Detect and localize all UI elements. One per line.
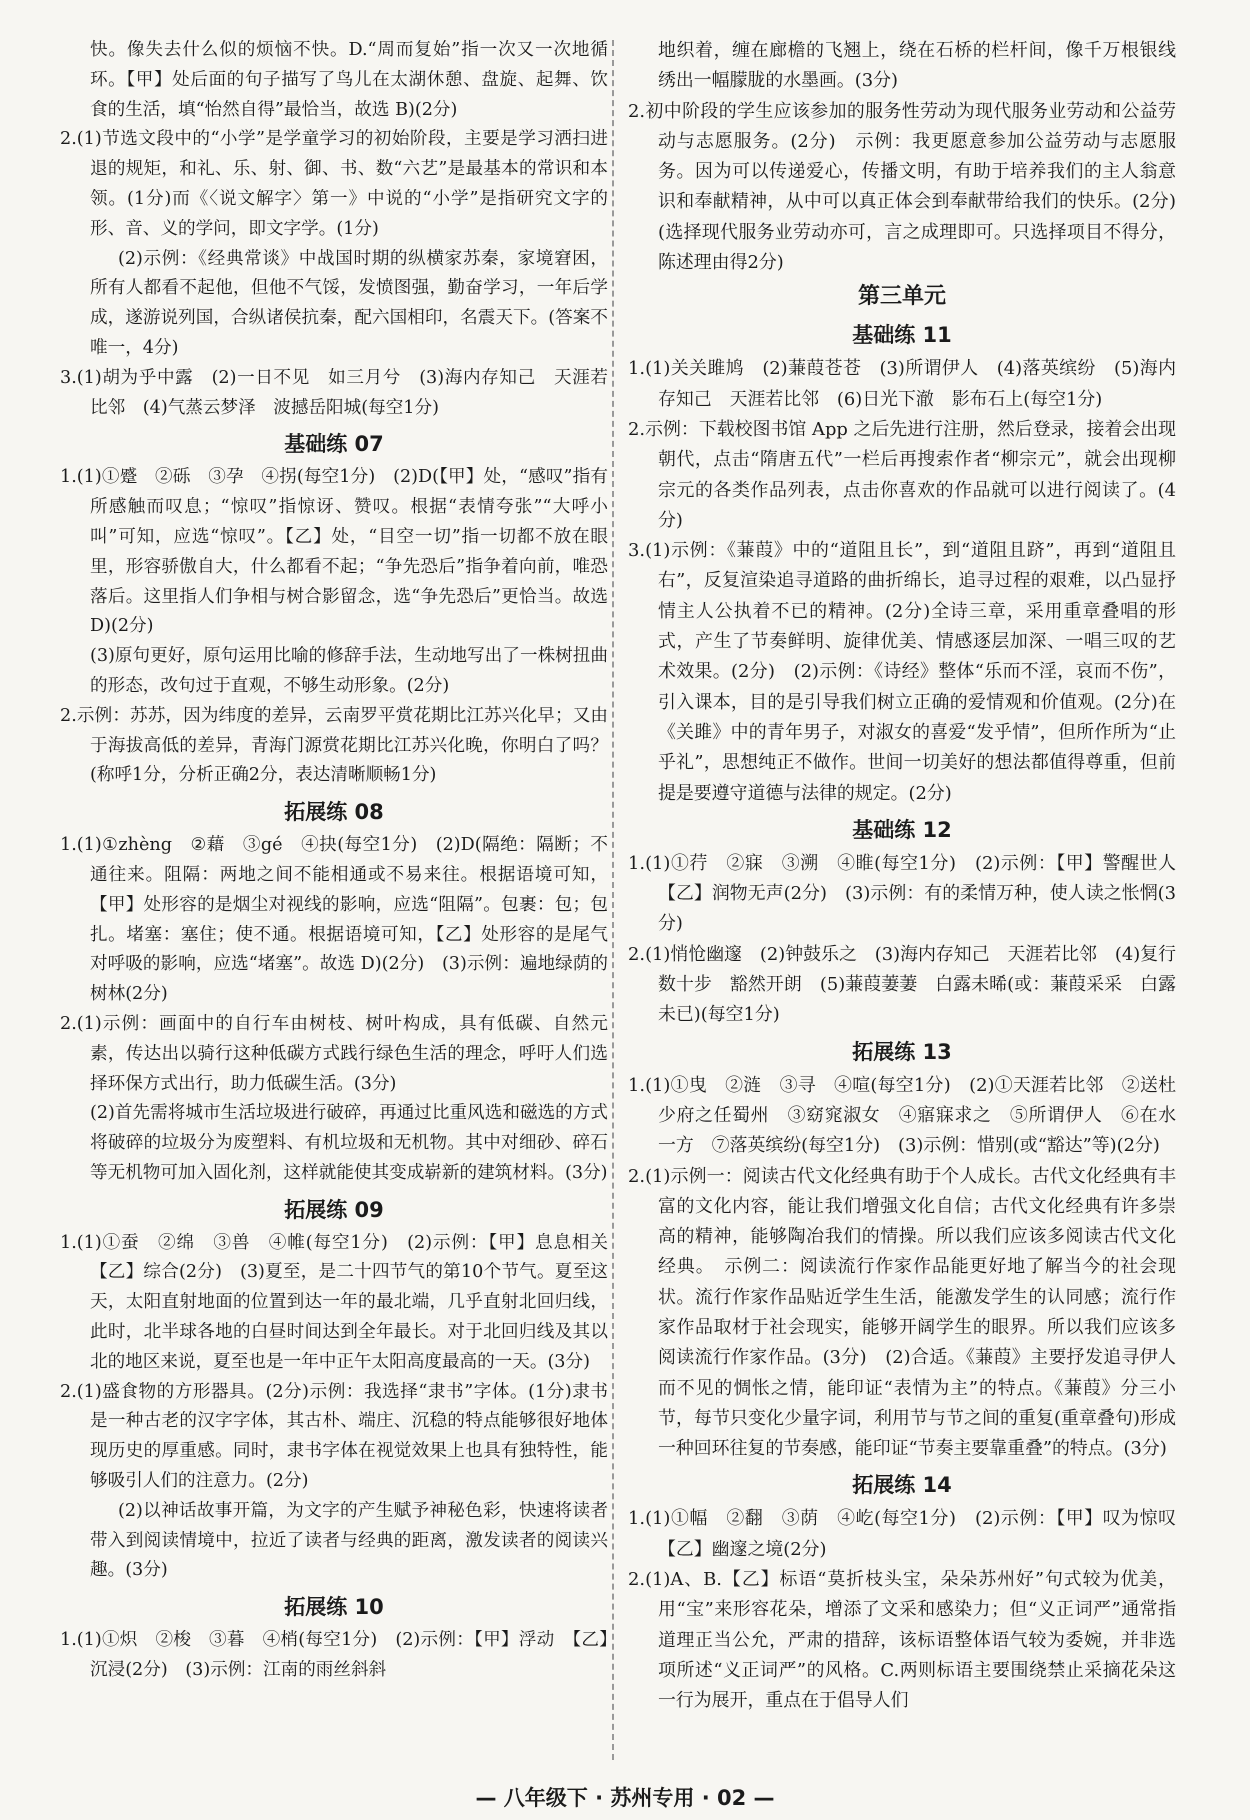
answer-paragraph: (3)原句更好，原句运用比喻的修辞手法，生动地写出了一株树扭曲的形态，改句过于直观，不够生动形象。(2分) [90,646,608,696]
answer-paragraph: 快。像失去什么似的烦恼不快。D.“周而复始”指一次又一次地循环。【甲】处后面的句子描写了鸟儿在太湖休憩、盘旋、起舞、饮食的生活，填“怡然自得”最恰当，故选 B)(2分) [90,40,608,120]
answer-item: 1.(1)①荇 ②寐 ③溯 ④睢(每空1分) (2)示例：【甲】警醒世人 【乙】润物无声(2分) (3)示例：有的柔情万种，使人读之怅惘(3分) [628,852,1194,935]
section-heading: 拓展练 10 [284,1595,384,1620]
answer-item: 2.(1)节选文段中的“小学”是学童学习的初始阶段，主要是学习洒扫进退的规矩，和礼、乐、射、御、书、数“六艺”是最基本的常识和本领。(1分)而《〈说文解字〉第一》中说的“小学”是指研究文字的形、音、义的学问，即文字学。(1分) [60,129,608,239]
answer-item: 1.(1)①幅 ②翻 ③荫 ④屹(每空1分) (2)示例：【甲】叹为惊叹 【乙】幽邃之境(2分) [628,1508,1194,1560]
answer-item: 1.(1)关关雎鸠 (2)蒹葭苍苍 (3)所谓伊人 (4)落英缤纷 (5)海内存知己 天涯若比邻 (6)日光下澈 影布石上(每空1分) [628,358,1176,410]
answer-item: 1.(1)①炽 ②梭 ③暮 ④梢(每空1分) (2)示例：【甲】浮动 【乙】沉浸(2分) (3)示例：江南的雨丝斜斜 [60,1630,608,1681]
answer-item: 2.示例：苏苏，因为纬度的差异，云南罗平赏花期比江苏兴化早；又由于海拔高低的差异，青海门源赏花期比江苏兴化晚，你明白了吗？(称呼1分，分析正确2分，表达清晰顺畅1分) [60,705,608,786]
section-heading: 拓展练 09 [284,1197,384,1222]
answer-paragraph: (2)示例：《经典常谈》中战国时期的纵横家苏秦，家境窘困，所有人都看不起他，但他不气馁，发愤图强，勤奋学习，一年后学成，遂游说列国，合纵诸侯抗秦，配六国相印，名震天下。(答案不唯一，4分) [90,248,608,358]
answer-item: 2.(1)悄怆幽邃 (2)钟鼓乐之 (3)海内存知己 天涯若比邻 (4)复行数十步 豁然开朗 (5)蒹葭萋萋 白露未晞(或：蒹葭采采 白露未已)(每空1分) [628,943,1176,1026]
answer-item: 2.(1)盛食物的方形器具。(2分)示例：我选择“隶书”字体。(1分)隶书是一种古老的汉字字体，其古朴、端庄、沉稳的特点能够很好地体现历史的厚重感。同时，隶书字体在视觉效果上也具有独特性，能够吸引人们的注意力。(2分) [60,1381,608,1492]
section-heading: 基础练 07 [284,432,384,457]
section-heading: 拓展练 13 [852,1039,952,1064]
answer-item: 2.(1)A、B.【乙】标语“莫折枝头宝，朵朵苏州好”句式较为优美，用“宝”来形容花朵，增添了文采和感染力；但“义正词严”通常指道理正当公允，严肃的措辞，该标语整体语气较为委婉，并非选项所述“义正词严”的风格。C.两则标语主要围绕禁止采摘花朵这一行为展开，重点在于倡导人们 [628,1569,1176,1712]
answer-item: 1.(1)①蹙 ②砾 ③孕 ④拐(每空1分) (2)D(【甲】处，“感叹”指有所感触而叹息；“惊叹”指惊讶、赞叹。根据“表情夸张”“大呼小叫”可知，应选“惊叹”。【乙】处，“目空一切”指一切都不放在眼里，形容骄傲自大，什么都看不起；“争先恐后”指争着向前，唯恐落后。这里指人们争相与树合影留念，选“争先恐后”更恰当。故选 D)(2分) [60,467,608,637]
left-column [60,36,626,1686]
section-heading: 基础练 11 [852,323,952,348]
answer-paragraph: (2)首先需将城市生活垃圾进行破碎，再通过比重风选和磁选的方式将破碎的垃圾分为废塑料、有机垃圾和无机物。其中对细砂、碎石等无机物可加入固化剂，这样就能使其变成崭新的建筑材料。(3分) [90,1103,608,1183]
right-column [628,36,1194,1717]
section-heading: 拓展练 08 [284,800,384,825]
answer-item: 2.(1)示例：画面中的自行车由树枝、树叶构成，具有低碳、自然元素，传达出以骑行这种低碳方式践行绿色生活的理念，呼吁人们选择环保方式出行，助力低碳生活。(3分) [60,1013,608,1094]
answer-item: 3.(1)胡为乎中露 (2)一日不见 如三月兮 (3)海内存知己 天涯若比邻 (4)气蒸云梦泽 波撼岳阳城(每空1分) [60,367,608,418]
answer-item: 3.(1)示例：《蒹葭》中的“道阻且长”，到“道阻且跻”，再到“道阻且右”，反复渲染追寻道路的曲折绵长，追寻过程的艰难，以凸显抒情主人公执着不已的精神。(2分)全诗三章，采用重章叠唱的形式，产生了节奏鲜明、旋律优美、情感逐层加深、一唱三叹的艺术效果。(2分) (2)示例：《诗经》整体“乐而不淫，哀而不伤”，引入课本，目的是引导我们树立正确的爱情观和价值观。(2分)在《关雎》中的青年男子，对淑女的喜爱“发乎情”，但所作所为“止乎礼”，思想纯正不做作。世间一切美好的想法都值得尊重，但前提是要遵守道德与法律的规定。(2分) [628,540,1176,804]
answer-paragraph: 地织着，缠在廊檐的飞翘上，绕在石桥的栏杆间，像千万根银线绣出一幅朦胧的水墨画。(3分) [658,40,1176,92]
column-divider [612,40,614,1760]
answer-item: 2.初中阶段的学生应该参加的服务性劳动为现代服务业劳动和公益劳动与志愿服务。(2分) 示例：我更愿意参加公益劳动与志愿服务。因为可以传递爱心，传播文明，有助于培养我们的主人翁意识和奉献精神，从中可以真正体会到奉献带给我们的快乐。(2分)(选择现代服务业劳动亦可，言之成理即可。只选择项目不得分，陈述理由得2分) [628,100,1176,274]
answer-item: 1.(1)①zhèng ②藉 ③gé ④抉(每空1分) (2)D(隔绝：隔断；不通往来。阻隔：两地之间不能相通或不易来往。根据语境可知，【甲】处形容的是烟尘对视线的影响，应选“阻隔”。包裹：包；包扎。堵塞：塞住；使不通。根据语境可知，【乙】处形容的是尾气对呼吸的影响，应选“堵塞”。故选 D)(2分) (3)示例：遍地绿荫的树林(2分) [60,835,608,1005]
unit-heading: 第三单元 [857,284,946,310]
answer-item: 1.(1)①蚕 ②绵 ③兽 ④帷(每空1分) (2)示例：【甲】息息相关 【乙】综合(2分) (3)夏至，是二十四节气的第10个节气。夏至这天，太阳直射地面的位置到达一年的最北端，几乎直射北回归线，此时，北半球各地的白昼时间达到全年最长。对于北回归线及其以北的地区来说，夏至也是一年中正午太阳高度最高的一天。(3分) [60,1232,626,1372]
section-heading: 基础练 12 [852,817,952,842]
answer-item: 2.示例：下载校图书馆 App 之后先进行注册，然后登录，接着会出现朝代，点击“隋唐五代”一栏后再搜索作者“柳宗元”，就会出现柳宗元的各类作品列表，点击你喜欢的作品就可以进行阅读了。(4分) [628,418,1176,531]
section-heading: 拓展练 14 [852,1473,952,1498]
answer-paragraph: (2)以神话故事开篇，为文字的产生赋予神秘色彩，快速将读者带入到阅读情境中，拉近了读者与经典的距离，激发读者的阅读兴趣。(3分) [90,1500,608,1581]
answer-item: 2.(1)示例一：阅读古代文化经典有助于个人成长。古代文化经典有丰富的文化内容，能让我们增强文化自信；古代文化经典有许多崇高的精神，能够陶冶我们的情操。所以我们应该多阅读古代文化经典。 示例二：阅读流行作家作品能更好地了解当今的社会现状。流行作家作品贴近学生生活，能激发学生的认同感；流行作家作品取材于社会现实，能够开阔学生的眼界。所以我们应该多阅读流行作家作品。(3分) (2)合适。《蒹葭》主要抒发追寻伊人而不见的惆怅之情，能印证“表情为主”的特点。《蒹葭》分三小节，每节只变化少量字词，利用节与节之间的重复(重章叠句)形成一种回环往复的节奏感，能印证“节奏主要靠重叠”的特点。(3分) [628,1165,1176,1460]
answer-item: 1.(1)①曳 ②涟 ③寻 ④喧(每空1分) (2)①天涯若比邻 ②送杜少府之任蜀州 ③窈窕淑女 ④寤寐求之 ⑤所谓伊人 ⑥在水一方 ⑦落英缤纷(每空1分) (3)示例：惜别(或“豁达”等)(2分) [628,1074,1176,1157]
page-footer: — 八年级下 · 苏州专用 · 02 — [475,1786,775,1810]
